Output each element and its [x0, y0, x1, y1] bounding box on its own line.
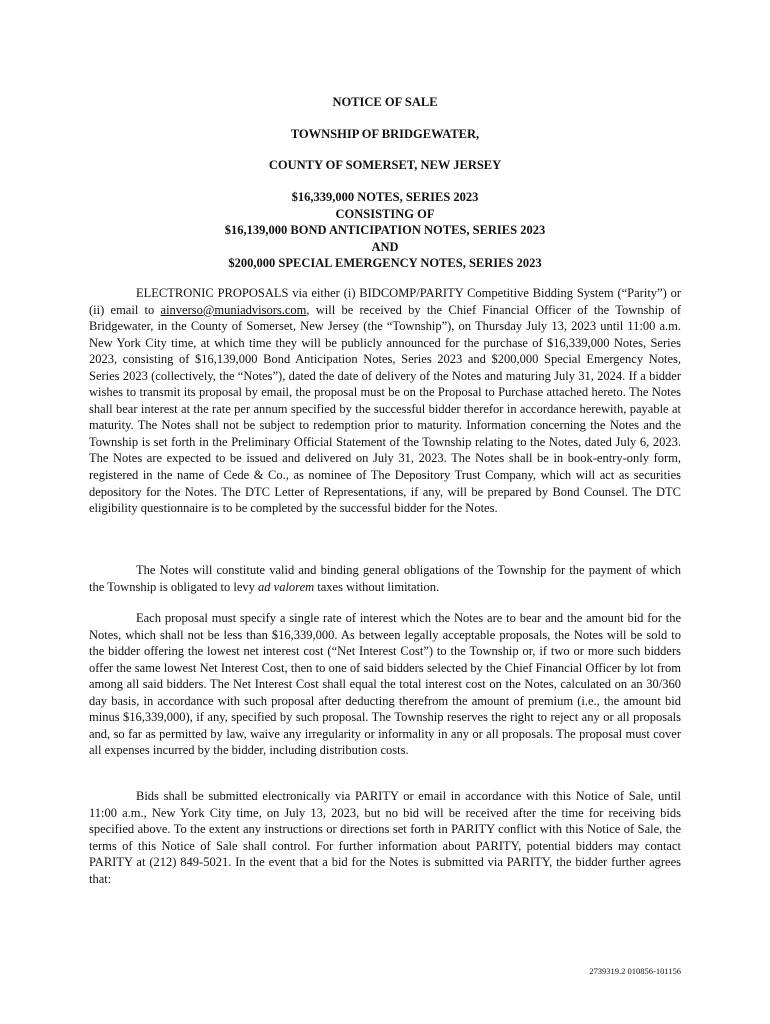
p1-text-start: ELECTRONIC PROPOSALS via either (i) BIDCOMP/PARITY Competitive Bidding System (“Parity”) or (ii) email to — [89, 286, 681, 317]
document-page — [89, 0, 681, 1024]
footer-doc-id: 2739319.2 010856-101156 — [589, 966, 681, 976]
paragraph-bid-submission: Bids shall be submitted electronically via PARITY or email in accordance with this Notice of Sale, until 11:00 a.m., New York City time, on July 13, 2023, but no bid will be received after the time for receiving bids specified above. To the extent any instructions or directions set forth in PARITY conflict with this Notice of Sale, the terms of this Notice of Sale shall control. For further information about PARITY, potential bidders may contact PARITY at (212) 849-5021. In the event that a bid for the Notes is submitted via PARITY, the bidder further agrees that: — [89, 789, 681, 886]
township-heading: TOWNSHIP OF BRIDGEWATER, — [290, 127, 480, 141]
issue-line-and: AND — [371, 239, 399, 254]
p1-text-end: , will be received by the Chief Financial Officer of the Township of Bridgewater, in the County of Somerset, New Jersey (the “Township”), on Thursday July 13, 2023 until 11:00 a.m. New York City time, at which time they will be publicly announced for the purchase of $16,339,000 Notes, Series 2023, consisting of $16,139,000 Bond Anticipation Notes, Series 2023 and $200,000 Special Emergency Notes, Series 2023 (collectively, the “Notes”), dated the date of delivery of the Notes and maturing July 31, 2024. If a bidder wishes to transmit its proposal by email, the proposal must be on the Proposal to Purchase attached hereto. The Notes shall bear interest at the rate per annum specified by the successful bidder therefor in accordance herewith, payable at maturity. The Notes shall not be subject to redemption prior to maturity. Information concerning the Notes and the Township is set forth in the Preliminary Official Statement of the Township relating to the Notes, dated July 6, 2023. The Notes are expected to be issued and delivered on July 31, 2023. The Notes shall be in book-entry-only form, registered in the name of Cede & Co., as nominee of The Depository Trust Company, which will act as securities depository for the Notes. The DTC Letter of Representations, if any, will be prepared by Bond Counsel. The DTC eligibility questionnaire is to be completed by the successful bidder for the Notes. — [89, 302, 681, 516]
issue-line-total: $16,339,000 NOTES, SERIES 2023 — [291, 190, 479, 204]
p2-text-start: The Notes will constitute valid and binding general obligations of the Township for the payment of which the Township is obligated to levy — [89, 563, 681, 594]
county-heading: COUNTY OF SOMERSET, NEW JERSEY — [268, 158, 502, 172]
paragraph-obligations — [89, 562, 681, 595]
email-link[interactable]: ainverso@muniadvisors.com — [160, 302, 307, 317]
p2-text-end: taxes without limitation. — [314, 579, 440, 594]
issue-line-consisting: CONSISTING OF — [335, 206, 435, 221]
issue-heading-block — [89, 189, 681, 272]
issue-line-emergency: $200,000 SPECIAL EMERGENCY NOTES, SERIES 2023 — [228, 256, 542, 270]
issue-line-ban: $16,139,000 BOND ANTICIPATION NOTES, SERIES 2023 — [224, 223, 546, 237]
p2-italic-term: ad valorem — [258, 579, 315, 594]
paragraph-interest-rate: Each proposal must specify a single rate of interest which the Notes are to bear and the amount bid for the Notes, which shall not be less than $16,339,000. As between legally acceptable proposals, the Notes will be sold to the bidder offering the lowest net interest cost (“Net Interest Cost”) to the Township or, if two or more such bidders offer the same lowest Net Interest Cost, then to one of said bidders selected by the Chief Financial Officer by lot from among all said bidders. The Net Interest Cost shall equal the total interest cost on the Notes, calculated on an 30/360 day basis, in accordance with such proposal after deducting therefrom the amount of premium (i.e., the amount bid minus $16,339,000), if any, specified by such proposal. The Township reserves the right to reject any or all proposals and, so far as permitted by law, waive any irregularity or informality in any or all proposals. The proposal must cover all expenses incurred by the bidder, including distribution costs. — [89, 611, 681, 758]
paragraph-electronic-proposals — [89, 285, 681, 517]
notice-title: NOTICE OF SALE — [332, 95, 438, 109]
